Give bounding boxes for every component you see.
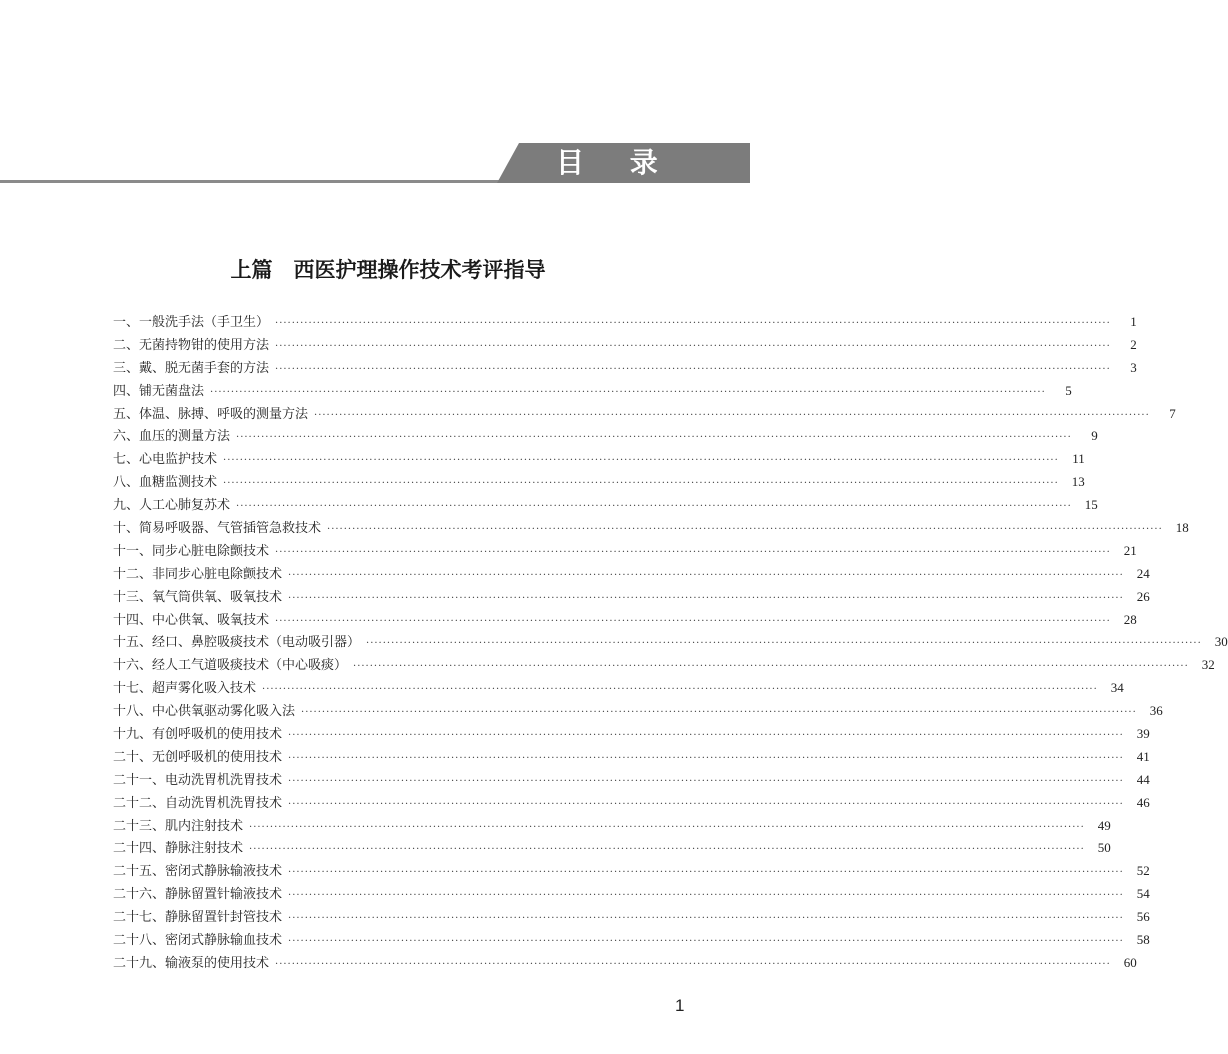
- toc-leader-dots: ········································································································································································································: [223, 478, 1059, 490]
- toc-entry[interactable]: [113, 792, 1150, 815]
- toc-entry-page: 13: [1071, 474, 1085, 490]
- toc-entry-page: 52: [1136, 863, 1150, 879]
- toc-entry-label: 十一、同步心脏电除颤技术: [113, 543, 270, 559]
- toc-entry-label: 十三、氧气筒供氧、吸氧技术: [113, 589, 283, 605]
- toc-entry-page: 46: [1136, 794, 1150, 810]
- toc-leader-dots: ········································································································································································································: [249, 844, 1085, 856]
- toc-entry-page: 26: [1136, 588, 1150, 604]
- toc-entry-page: 11: [1072, 451, 1085, 467]
- toc-entry[interactable]: [113, 654, 1215, 677]
- toc-entry[interactable]: [113, 929, 1150, 952]
- toc-entry-page: 2: [1130, 336, 1137, 352]
- toc-entry-page: 58: [1136, 932, 1150, 948]
- toc-entry[interactable]: [113, 883, 1150, 906]
- toc-entry[interactable]: [113, 952, 1137, 975]
- toc-entry[interactable]: [113, 494, 1098, 517]
- toc-entry-label: 二十七、静脉留置针封管技术: [113, 910, 283, 926]
- toc-entry-page: 41: [1136, 748, 1150, 764]
- toc-leader-dots: ········································································································································································································: [301, 707, 1137, 719]
- toc-leader-dots: ········································································································································································································: [275, 363, 1111, 375]
- toc-entry-page: 44: [1136, 771, 1150, 787]
- toc-leader-dots: ········································································································································································································: [210, 386, 1046, 398]
- toc-entry-label: 三、戴、脱无菌手套的方法: [113, 360, 270, 376]
- toc-entry[interactable]: [113, 609, 1137, 632]
- toc-entry-page: 49: [1097, 817, 1111, 833]
- toc-entry-label: 六、血压的测量方法: [113, 429, 231, 445]
- part-title: 上篇 西医护理操作技术考评指导: [230, 257, 546, 282]
- toc-entry-label: 八、血糖监测技术: [113, 475, 218, 491]
- toc-leader-dots: ········································································································································································································: [275, 958, 1111, 970]
- toc-entry-label: 七、心电监护技术: [113, 452, 218, 468]
- toc-entry-page: 36: [1149, 703, 1163, 719]
- toc-entry[interactable]: [113, 425, 1098, 448]
- toc-entry-label: 一、一般洗手法（手卫生）: [113, 315, 270, 330]
- toc-leader-dots: ········································································································································································································: [327, 524, 1163, 536]
- toc-entry[interactable]: [113, 860, 1150, 883]
- toc-entry[interactable]: [113, 471, 1085, 494]
- toc-leader-dots: ········································································································································································································: [288, 775, 1124, 787]
- toc-leader-dots: ········································································································································································································: [275, 615, 1111, 627]
- toc-leader-dots: ········································································································································································································: [288, 730, 1124, 742]
- toc-entry-label: 十六、经人工气道吸痰技术（中心吸痰）: [113, 658, 348, 674]
- toc-entry-label: 二十八、密闭式静脉输血技术: [113, 933, 283, 949]
- toc-entry-label: 十九、有创呼吸机的使用技术: [113, 727, 283, 743]
- toc-entry[interactable]: [113, 448, 1085, 471]
- toc-entry[interactable]: [113, 517, 1189, 540]
- page-title: 目 录: [556, 146, 676, 179]
- toc-entry-page: 50: [1097, 840, 1111, 856]
- toc-leader-dots: ········································································································································································································: [314, 409, 1150, 421]
- toc-entry[interactable]: [113, 334, 1137, 357]
- toc-entry-label: 十七、超声雾化吸入技术: [113, 681, 257, 697]
- toc-leader-dots: ········································································································································································································: [288, 569, 1124, 581]
- toc-entry-page: 32: [1201, 657, 1215, 673]
- toc-entry-page: 9: [1091, 428, 1098, 444]
- toc-leader-dots: ········································································································································································································: [288, 867, 1124, 879]
- toc-entry[interactable]: [113, 723, 1150, 746]
- toc-entry-label: 九、人工心肺复苏术: [113, 498, 231, 514]
- toc-entry-page: 54: [1136, 886, 1150, 902]
- toc-entry[interactable]: [113, 563, 1150, 586]
- toc-entry[interactable]: [113, 631, 1228, 654]
- toc-entry[interactable]: [113, 746, 1150, 769]
- toc-entry-label: 二十九、输液泵的使用技术: [113, 955, 270, 971]
- toc-entry[interactable]: [113, 586, 1150, 609]
- toc-entry-page: 24: [1136, 565, 1150, 581]
- toc-entry-label: 二十、无创呼吸机的使用技术: [113, 749, 283, 765]
- toc-entry-page: 3: [1130, 359, 1137, 375]
- toc-leader-dots: ········································································································································································································: [275, 546, 1111, 558]
- toc-entry-label: 二十五、密闭式静脉输液技术: [113, 864, 283, 880]
- toc-leader-dots: ········································································································································································································: [366, 638, 1202, 650]
- toc-entry-page: 30: [1214, 634, 1228, 650]
- toc-leader-dots: ········································································································································································································: [275, 340, 1111, 352]
- toc-leader-dots: ········································································································································································································: [223, 455, 1059, 467]
- toc-entry[interactable]: [113, 540, 1137, 563]
- toc-entry-label: 二、无菌持物钳的使用方法: [113, 337, 270, 353]
- toc-entry[interactable]: [113, 769, 1150, 792]
- toc-leader-dots: ········································································································································································································: [236, 501, 1072, 513]
- toc-leader-dots: ········································································································································································································: [353, 661, 1189, 673]
- toc-entry[interactable]: [113, 677, 1124, 700]
- toc-entry-page: 39: [1136, 726, 1150, 742]
- toc-leader-dots: ········································································································································································································: [275, 318, 1111, 329]
- toc-leader-dots: ········································································································································································································: [288, 890, 1124, 902]
- toc-leader-dots: ········································································································································································································: [288, 913, 1124, 925]
- table-of-contents: [113, 311, 1228, 975]
- toc-entry-page: 7: [1169, 405, 1176, 421]
- toc-entry-label: 四、铺无菌盘法: [113, 383, 205, 399]
- toc-leader-dots: ········································································································································································································: [288, 752, 1124, 764]
- toc-entry[interactable]: [113, 380, 1072, 403]
- toc-entry-page: 34: [1110, 680, 1124, 696]
- toc-entry[interactable]: [113, 700, 1163, 723]
- toc-leader-dots: ········································································································································································································: [288, 592, 1124, 604]
- toc-entry-page: 21: [1123, 542, 1137, 558]
- toc-entry-label: 十、简易呼吸器、气管插管急救技术: [113, 521, 322, 537]
- toc-entry[interactable]: [113, 815, 1111, 838]
- toc-entry-page: 18: [1175, 520, 1189, 536]
- toc-entry[interactable]: [113, 357, 1137, 380]
- toc-leader-dots: ········································································································································································································: [288, 936, 1124, 948]
- toc-leader-dots: ········································································································································································································: [249, 821, 1085, 833]
- toc-entry-page: 56: [1136, 909, 1150, 925]
- toc-entry-label: 二十二、自动洗胃机洗胃技术: [113, 795, 283, 811]
- toc-entry-label: 二十一、电动洗胃机洗胃技术: [113, 772, 283, 788]
- toc-entry-label: 二十四、静脉注射技术: [113, 841, 244, 857]
- toc-entry[interactable]: [113, 403, 1176, 426]
- toc-entry-page: 60: [1123, 954, 1137, 970]
- toc-entry-label: 五、体温、脉搏、呼吸的测量方法: [113, 406, 309, 422]
- toc-entry-label: 十二、非同步心脏电除颤技术: [113, 566, 283, 582]
- toc-entry-label: 二十六、静脉留置针输液技术: [113, 887, 283, 903]
- toc-entry-label: 十五、经口、鼻腔吸痰技术（电动吸引器）: [113, 635, 361, 651]
- toc-leader-dots: ········································································································································································································: [262, 684, 1098, 696]
- toc-entry-page: 28: [1123, 611, 1137, 627]
- page-number: 1: [675, 996, 685, 1015]
- toc-entry[interactable]: [113, 837, 1111, 860]
- toc-leader-dots: ········································································································································································································: [236, 432, 1072, 444]
- toc-leader-dots: ········································································································································································································: [288, 798, 1124, 810]
- toc-entry-label: 二十三、肌内注射技术: [113, 818, 244, 834]
- toc-entry-label: 十四、中心供氧、吸氧技术: [113, 612, 270, 628]
- toc-entry-label: 十八、中心供氧驱动雾化吸入法: [113, 704, 296, 720]
- toc-entry-page: 15: [1084, 497, 1098, 513]
- toc-entry-page: 1: [1130, 314, 1137, 329]
- toc-entry[interactable]: [113, 906, 1150, 929]
- toc-entry[interactable]: [113, 311, 1137, 334]
- toc-entry-page: 5: [1065, 382, 1072, 398]
